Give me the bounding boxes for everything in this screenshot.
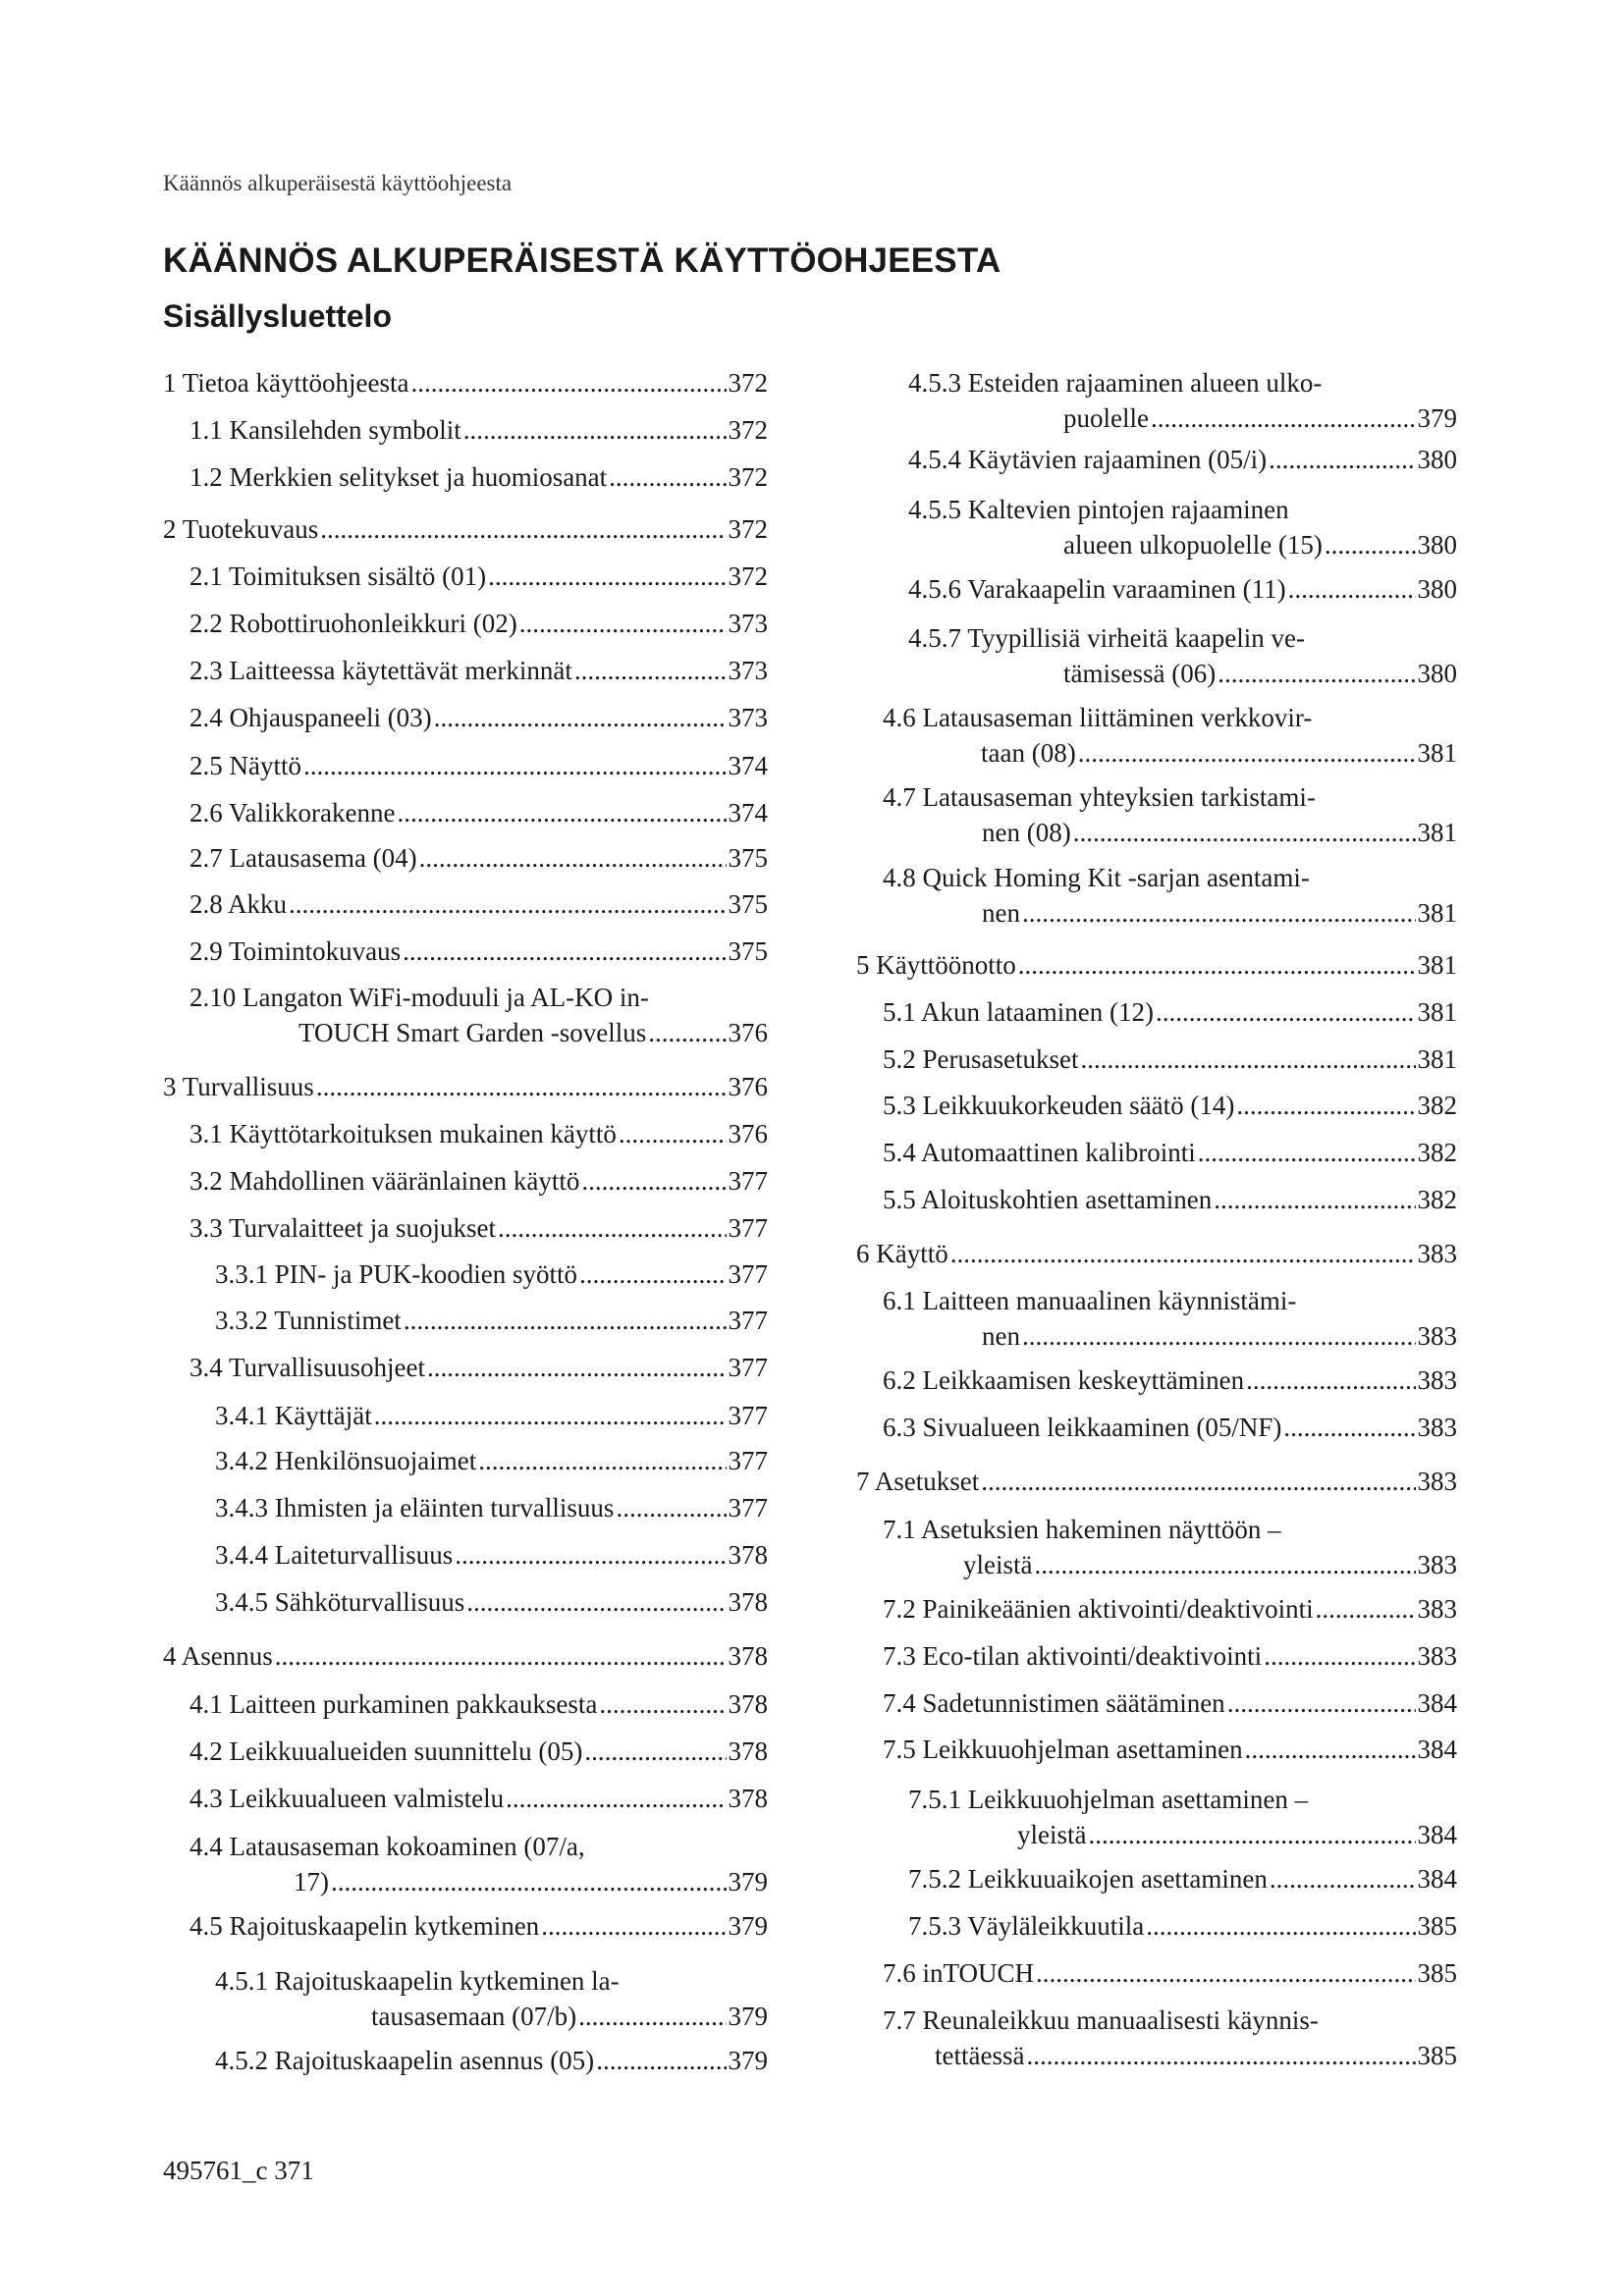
toc-entry-title: 4 Asennus (163, 1641, 273, 1671)
dot-leader (1270, 1861, 1416, 1896)
dot-leader (648, 1015, 726, 1050)
dot-leader (463, 412, 727, 448)
dot-leader (320, 511, 726, 547)
toc-entry-title-cont: taan (08) (981, 738, 1076, 768)
toc-entry-title: 4.5.4 Käytävien rajaaminen (05/i) (908, 445, 1268, 474)
toc-entry[interactable] (189, 1116, 768, 1151)
toc-page-number: 382 (1417, 1138, 1457, 1167)
toc-entry[interactable] (189, 795, 768, 830)
toc-entry[interactable] (908, 1908, 1457, 1944)
toc-entry[interactable] (189, 934, 768, 969)
toc-entry-title: 4.5.5 Kaltevien pintojen rajaaminen (908, 495, 1289, 524)
toc-entry-title: 4.7 Latausaseman yhteyksien tarkistami- (883, 782, 1316, 812)
toc-entry[interactable] (908, 1861, 1457, 1896)
toc-entry-title-cont: tausasemaan (07/b) (371, 2002, 577, 2031)
toc-entry-title: 5.2 Perusasetukset (883, 1044, 1079, 1074)
toc-entry-title: 5.1 Akun lataaminen (12) (883, 997, 1154, 1027)
toc-entry[interactable] (883, 1955, 1457, 1991)
toc-entry[interactable] (883, 1088, 1457, 1123)
dot-leader (455, 1537, 726, 1573)
toc-page-number: 375 (728, 889, 768, 919)
dot-leader (1227, 1685, 1416, 1721)
toc-entry[interactable] (215, 1963, 768, 2034)
dot-leader (574, 653, 727, 688)
toc-entry[interactable] (856, 947, 1457, 983)
dot-leader (616, 1490, 726, 1525)
toc-entry[interactable] (908, 571, 1457, 607)
toc-page-number: 384 (1417, 1688, 1457, 1718)
toc-entry[interactable] (883, 1041, 1457, 1077)
toc-page-number: 377 (728, 1166, 768, 1196)
toc-page-number: 381 (1417, 738, 1457, 768)
toc-entry[interactable] (215, 2043, 768, 2078)
toc-entry[interactable] (883, 1362, 1457, 1398)
dot-leader (397, 795, 726, 830)
page-title: KÄÄNNÖS ALKUPERÄISESTÄ KÄYTTÖOHJEESTA (163, 241, 1001, 280)
toc-entry[interactable] (908, 492, 1457, 562)
toc-page-number: 380 (1417, 574, 1457, 604)
dot-leader (1214, 1182, 1415, 1217)
toc-entry-title: 3.4.5 Sähköturvallisuus (215, 1587, 465, 1617)
toc-entry-title: 4.1 Laitteen purkaminen pakkauksesta (189, 1689, 598, 1719)
toc-entry-title: 3.2 Mahdollinen vääränlainen käyttö (189, 1166, 580, 1196)
toc-page-number: 375 (728, 936, 768, 966)
toc-entry[interactable] (163, 1638, 768, 1674)
dot-leader (609, 459, 726, 495)
toc-page-number: 378 (728, 1784, 768, 1813)
toc-page-number: 377 (728, 1493, 768, 1522)
toc-entry-title: 2.6 Valikkorakenne (189, 798, 396, 828)
dot-leader (374, 1398, 727, 1433)
toc-page-number: 378 (728, 1540, 768, 1570)
toc-entry[interactable] (883, 1135, 1457, 1170)
dot-leader (1022, 1318, 1416, 1354)
dot-leader (1151, 400, 1416, 436)
toc-entry[interactable] (883, 1283, 1457, 1354)
toc-entry-title: 1 Tietoa käyttöohjeesta (163, 368, 409, 398)
toc-entry-title: 3.4.1 Käyttäjät (215, 1401, 372, 1430)
toc-page-number: 385 (1417, 1911, 1457, 1941)
toc-page-number: 383 (1417, 1467, 1457, 1496)
toc-page-number: 379 (728, 2046, 768, 2075)
toc-entry[interactable] (215, 1490, 768, 1525)
toc-entry-title-cont: TOUCH Smart Garden -sovellus (298, 1018, 647, 1047)
toc-page-number: 372 (728, 514, 768, 544)
toc-entry-title: 3.1 Käyttötarkoituksen mukainen käyttö (189, 1119, 617, 1148)
toc-page-number: 381 (1417, 950, 1457, 980)
toc-entry-title: 4.5 Rajoituskaapelin kytkeminen (189, 1911, 540, 1941)
dot-leader (1156, 994, 1416, 1030)
toc-entry-title: 7.6 inTOUCH (883, 1958, 1035, 1988)
dot-leader (1034, 1547, 1415, 1582)
toc-entry-title-cont: yleistä (1017, 1820, 1087, 1849)
toc-entry-title: 4.5.1 Rajoituskaapelin kytkeminen la- (215, 1966, 620, 1996)
toc-entry-title-cont: nen (08) (982, 818, 1071, 847)
dot-leader (1080, 1041, 1415, 1077)
toc-entry-title: 5.3 Leikkuukorkeuden säätö (14) (883, 1091, 1235, 1120)
dot-leader (316, 1069, 727, 1104)
toc-entry-title-cont: yleistä (963, 1550, 1033, 1579)
toc-page-number: 383 (1417, 1365, 1457, 1395)
toc-page-number: 377 (728, 1446, 768, 1475)
toc-entry-title: 6 Käyttö (856, 1239, 948, 1268)
dot-leader (427, 1350, 726, 1385)
toc-entry-title: 3.4.4 Laiteturvallisuus (215, 1540, 454, 1570)
toc-entry-title: 2.4 Ohjauspaneeli (03) (189, 703, 432, 732)
dot-leader (331, 1864, 727, 1899)
toc-entry-title: 7.5.3 Väyläleikkuutila (908, 1911, 1145, 1941)
toc-entry-title: 2.3 Laitteessa käytettävät merkinnät (189, 656, 572, 685)
dot-leader (1036, 1955, 1415, 1991)
dot-leader (404, 1303, 727, 1338)
dot-leader (1288, 571, 1416, 607)
toc-entry-title: 6.1 Laitteen manuaalinen käynnistämi- (883, 1286, 1297, 1315)
toc-entry[interactable] (883, 1410, 1457, 1445)
toc-entry-title: 7.2 Painikeäänien aktivointi/deaktivointi (883, 1594, 1314, 1624)
toc-page-number: 378 (728, 1689, 768, 1719)
toc-entry-title-cont: tämisessä (06) (1063, 659, 1217, 688)
toc-page-number: 374 (728, 751, 768, 780)
toc-entry-title: 3.3 Turvalaitteet ja suojukset (189, 1213, 496, 1243)
toc-entry-title: 5.4 Automaattinen kalibrointi (883, 1138, 1196, 1167)
toc-page-number: 377 (728, 1213, 768, 1243)
dot-leader (1269, 442, 1415, 477)
toc-page-number: 383 (1417, 1550, 1457, 1579)
dot-leader (289, 886, 726, 922)
toc-page-number: 380 (1417, 530, 1457, 560)
toc-entry[interactable] (883, 2002, 1457, 2073)
toc-entry[interactable] (189, 1781, 768, 1816)
dot-leader (596, 2043, 726, 2078)
toc-page-number: 380 (1417, 445, 1457, 474)
dot-leader (478, 1443, 726, 1478)
toc-entry-title-cont: nen (982, 1321, 1020, 1351)
toc-page-number: 381 (1417, 898, 1457, 928)
toc-page-number: 379 (728, 1867, 768, 1896)
page-footer: 495761_c 371 (163, 2156, 314, 2185)
toc-page-number: 372 (728, 462, 768, 492)
dot-leader (519, 606, 727, 641)
toc-page-number: 377 (728, 1353, 768, 1382)
dot-leader (419, 840, 727, 876)
toc-entry[interactable] (189, 840, 768, 876)
dot-leader (434, 700, 727, 735)
toc-page-number: 385 (1417, 2041, 1457, 2070)
dot-leader (410, 365, 726, 400)
toc-entry[interactable] (189, 412, 768, 448)
toc-entry-title: 7.1 Asetuksien hakeminen näyttöön – (883, 1515, 1281, 1544)
dot-leader (275, 1638, 727, 1674)
dot-leader (1022, 895, 1416, 931)
toc-entry[interactable] (215, 1256, 768, 1292)
toc-entry-title: 4.6 Latausaseman liittäminen verkkovir- (883, 703, 1313, 732)
toc-entry[interactable] (215, 1398, 768, 1433)
toc-entry[interactable] (189, 559, 768, 594)
toc-entry[interactable] (215, 1443, 768, 1478)
toc-entry[interactable] (908, 1782, 1457, 1852)
dot-leader (579, 1256, 727, 1292)
dot-leader (1088, 1817, 1415, 1852)
toc-entry-title: 4.8 Quick Homing Kit -sarjan asentami- (883, 863, 1310, 892)
toc-entry-title: 2.1 Toimituksen sisältö (01) (189, 561, 487, 591)
toc-entry-title-cont: nen (982, 898, 1020, 928)
dot-leader (981, 1464, 1415, 1499)
toc-page-number: 383 (1417, 1239, 1457, 1268)
dot-leader (599, 1686, 726, 1722)
toc-page-number: 372 (728, 415, 768, 445)
toc-entry-title-cont: tettäessä (935, 2041, 1025, 2070)
dot-leader (1316, 1591, 1416, 1627)
toc-entry[interactable] (883, 1638, 1457, 1674)
toc-entry[interactable] (189, 1350, 768, 1385)
toc-entry[interactable] (908, 620, 1457, 691)
toc-entry[interactable] (189, 1163, 768, 1199)
running-header: Käännös alkuperäisestä käyttöohjeesta (163, 171, 513, 195)
toc-page-number: 383 (1417, 1641, 1457, 1671)
toc-page-number: 374 (728, 798, 768, 828)
toc-page-number: 373 (728, 703, 768, 732)
toc-page-number: 376 (728, 1119, 768, 1148)
toc-entry[interactable] (883, 860, 1457, 931)
dot-leader (498, 1210, 727, 1246)
toc-entry[interactable] (883, 1732, 1457, 1767)
toc-entry-title: 4.5.6 Varakaapelin varaaminen (11) (908, 574, 1286, 604)
toc-entry[interactable] (883, 779, 1457, 850)
toc-entry-title: 7.5.2 Leikkuuaikojen asettaminen (908, 1864, 1268, 1894)
toc-entry[interactable] (883, 1512, 1457, 1582)
toc-page-number: 384 (1417, 1864, 1457, 1894)
dot-leader (303, 748, 727, 783)
dot-leader (506, 1781, 726, 1816)
dot-leader (1073, 815, 1416, 850)
toc-entry-title: 2.5 Näyttö (189, 751, 301, 780)
toc-entry-title: 3.4.3 Ihmisten ja eläinten turvallisuus (215, 1493, 615, 1522)
toc-entry-title: 4.2 Leikkuualueiden suunnittelu (05) (189, 1736, 583, 1766)
dot-leader (1026, 2038, 1415, 2073)
dot-leader (1245, 1732, 1416, 1767)
toc-entry[interactable] (908, 365, 1457, 436)
toc-entry-title: 2.10 Langaton WiFi-moduuli ja AL-KO in- (189, 983, 649, 1012)
toc-entry-title: 4.4 Latausaseman kokoaminen (07/a, (189, 1832, 585, 1861)
dot-leader (1018, 947, 1416, 983)
toc-page-number: 377 (728, 1401, 768, 1430)
toc-entry-title: 7.3 Eco-tilan aktivointi/deaktivointi (883, 1641, 1263, 1671)
toc-entry-title: 4.5.2 Rajoituskaapelin asennus (05) (215, 2046, 595, 2075)
toc-entry[interactable] (883, 700, 1457, 771)
toc-page-number: 381 (1417, 1044, 1457, 1074)
toc-heading: Sisällysluettelo (163, 298, 392, 334)
toc-entry-title-cont: 17) (294, 1867, 329, 1896)
toc-entry-title: 7.4 Sadetunnistimen säätäminen (883, 1688, 1225, 1718)
toc-entry-title: 2 Tuotekuvaus (163, 514, 319, 544)
toc-entry-title: 5.5 Aloituskohtien asettaminen (883, 1185, 1213, 1214)
toc-page-number: 383 (1417, 1413, 1457, 1442)
dot-leader (950, 1236, 1416, 1271)
toc-entry-title-cont: alueen ulkopuolelle (15) (1063, 530, 1323, 560)
dot-leader (1218, 656, 1415, 691)
toc-entry-title: 4.3 Leikkuualueen valmistelu (189, 1784, 505, 1813)
toc-page-number: 372 (728, 368, 768, 398)
toc-page-number: 373 (728, 656, 768, 685)
toc-entry-title: 7.5 Leikkuuohjelman asettaminen (883, 1735, 1243, 1764)
toc-entry[interactable] (189, 980, 768, 1050)
toc-entry[interactable] (908, 442, 1457, 477)
dot-leader (466, 1584, 726, 1620)
toc-entry-title: 3 Turvallisuus (163, 1072, 314, 1101)
dot-leader (1264, 1638, 1415, 1674)
toc-entry[interactable] (215, 1303, 768, 1338)
toc-entry-title: 2.8 Akku (189, 889, 288, 919)
toc-entry[interactable] (189, 700, 768, 735)
toc-page-number: 380 (1417, 659, 1457, 688)
toc-entry-title: 3.3.2 Tunnistimet (215, 1306, 402, 1335)
toc-entry[interactable] (856, 1236, 1457, 1271)
toc-entry[interactable] (189, 1908, 768, 1944)
toc-entry-title: 7 Asetukset (856, 1467, 980, 1496)
toc-entry[interactable] (215, 1537, 768, 1573)
toc-entry[interactable] (883, 1591, 1457, 1627)
toc-page-number: 377 (728, 1259, 768, 1289)
dot-leader (1283, 1410, 1415, 1445)
toc-page-number: 384 (1417, 1820, 1457, 1849)
toc-entry-title: 2.7 Latausasema (04) (189, 843, 417, 873)
dot-leader (1146, 1908, 1415, 1944)
toc-page-number: 383 (1417, 1321, 1457, 1351)
toc-entry[interactable] (163, 1069, 768, 1104)
toc-entry[interactable] (189, 653, 768, 688)
toc-page-number: 379 (728, 1911, 768, 1941)
toc-entry[interactable] (883, 994, 1457, 1030)
dot-leader (1198, 1135, 1416, 1170)
toc-page-number: 377 (728, 1306, 768, 1335)
toc-entry[interactable] (189, 1734, 768, 1769)
toc-entry-title: 2.2 Robottiruohonleikkuri (02) (189, 609, 517, 638)
dot-leader (1325, 527, 1416, 562)
toc-page-number: 378 (728, 1587, 768, 1617)
dot-leader (1246, 1362, 1415, 1398)
toc-page-number: 384 (1417, 1735, 1457, 1764)
toc-entry-title: 4.5.7 Tyypillisiä virheitä kaapelin ve- (908, 623, 1306, 653)
toc-page-number: 381 (1417, 997, 1457, 1027)
toc-entry[interactable] (189, 1686, 768, 1722)
dot-leader (1078, 735, 1416, 771)
dot-leader (1236, 1088, 1415, 1123)
toc-page-number: 376 (728, 1018, 768, 1047)
dot-leader (488, 559, 726, 594)
dot-leader (581, 1163, 726, 1199)
toc-entry[interactable] (189, 1829, 768, 1899)
toc-page-number: 382 (1417, 1185, 1457, 1214)
toc-page-number: 378 (728, 1736, 768, 1766)
dot-leader (584, 1734, 726, 1769)
toc-entry[interactable] (189, 606, 768, 641)
toc-page-number: 372 (728, 561, 768, 591)
toc-entry-title: 3.3.1 PIN- ja PUK-koodien syöttö (215, 1259, 577, 1289)
toc-page-number: 379 (728, 2002, 768, 2031)
toc-entry[interactable] (163, 365, 768, 400)
toc-entry[interactable] (189, 459, 768, 495)
toc-entry-title: 5 Käyttöönotto (856, 950, 1016, 980)
toc-entry[interactable] (163, 511, 768, 547)
toc-page-number: 385 (1417, 1958, 1457, 1988)
toc-entry-title: 2.9 Toimintokuvaus (189, 936, 402, 966)
toc-entry-title: 7.5.1 Leikkuuohjelman asettaminen – (908, 1785, 1309, 1814)
toc-entry-title-cont: puolelle (1063, 403, 1149, 433)
toc-entry[interactable] (856, 1464, 1457, 1499)
toc-entry[interactable] (883, 1182, 1457, 1217)
toc-entry-title: 4.5.3 Esteiden rajaaminen alueen ulko- (908, 368, 1323, 398)
dot-leader (578, 1999, 726, 2034)
toc-entry-title: 3.4.2 Henkilönsuojaimet (215, 1446, 477, 1475)
toc-entry-title: 1.1 Kansilehden symbolit (189, 415, 461, 445)
toc-entry-title: 3.4 Turvallisuusohjeet (189, 1353, 426, 1382)
toc-page-number: 382 (1417, 1091, 1457, 1120)
toc-page-number: 375 (728, 843, 768, 873)
dot-leader (403, 934, 726, 969)
toc-page-number: 378 (728, 1641, 768, 1671)
toc-entry[interactable] (883, 1685, 1457, 1721)
toc-page-number: 381 (1417, 818, 1457, 847)
toc-entry-title: 7.7 Reunaleikkuu manuaalisesti käynnis- (883, 2005, 1319, 2035)
toc-entry[interactable] (215, 1584, 768, 1620)
toc-page-number: 383 (1417, 1594, 1457, 1624)
toc-entry-title: 6.3 Sivualueen leikkaaminen (05/NF) (883, 1413, 1282, 1442)
toc-entry[interactable] (189, 1210, 768, 1246)
toc-entry[interactable] (189, 748, 768, 783)
toc-entry-title: 1.2 Merkkien selitykset ja huomiosanat (189, 462, 608, 492)
toc-entry-title: 6.2 Leikkaamisen keskeyttäminen (883, 1365, 1245, 1395)
dot-leader (619, 1116, 727, 1151)
toc-page-number: 376 (728, 1072, 768, 1101)
toc-page-number: 379 (1417, 403, 1457, 433)
toc-page-number: 373 (728, 609, 768, 638)
dot-leader (541, 1908, 726, 1944)
toc-entry[interactable] (189, 886, 768, 922)
